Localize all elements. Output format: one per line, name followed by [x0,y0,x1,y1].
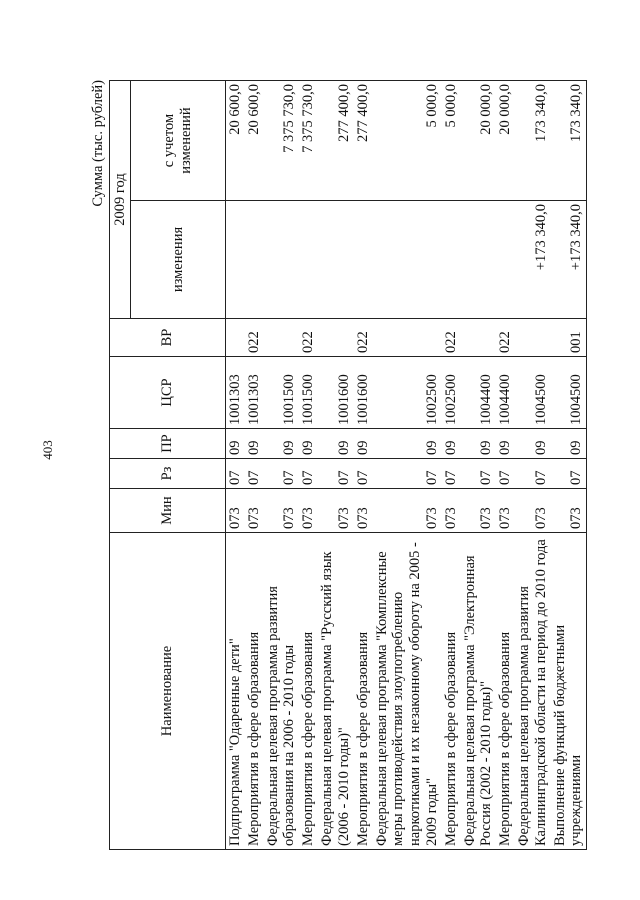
table-row [551,81,587,850]
row-changes: +173 340,0 [551,201,587,319]
row-total: 20 600,0 [226,81,245,201]
row-min: 073 [442,489,461,533]
row-pr: 09 [264,429,300,459]
row-name: Мероприятия в сфере образования [299,533,318,850]
row-rz: 07 [461,459,497,489]
row-changes [442,201,461,319]
row-changes [226,201,245,319]
row-rz: 07 [442,459,461,489]
header-with-changes: с учетом изменений [131,81,226,201]
row-csr: 1004500 [551,357,587,429]
row-vr [318,319,354,357]
table-row [226,81,245,850]
row-vr: 022 [245,319,264,357]
row-vr: 022 [442,319,461,357]
row-pr: 09 [226,429,245,459]
table-row [245,81,264,850]
row-vr [264,319,300,357]
row-changes [373,201,442,319]
row-changes [264,201,300,319]
table-body [226,81,587,850]
header-vr: ВР [110,319,226,357]
row-total: 20 000,0 [496,81,515,201]
rotated-table-area [87,80,597,850]
row-pr: 09 [299,429,318,459]
table-row [515,81,551,850]
row-pr: 09 [496,429,515,459]
row-total: 5 000,0 [442,81,461,201]
row-min: 073 [496,489,515,533]
row-csr: 1004500 [515,357,551,429]
table-row [373,81,442,850]
table-row [264,81,300,850]
row-name: Мероприятия в сфере образования [442,533,461,850]
row-changes: +173 340,0 [515,201,551,319]
row-pr: 09 [515,429,551,459]
row-vr [226,319,245,357]
header-rz: Рз [110,459,226,489]
row-csr: 1001303 [226,357,245,429]
row-name: Выполнение функций бюджетными учреждениями [551,533,587,850]
row-changes [496,201,515,319]
table-row [442,81,461,850]
row-changes [354,201,373,319]
row-total: 277 400,0 [318,81,354,201]
row-rz: 07 [245,459,264,489]
row-min: 073 [245,489,264,533]
row-pr: 09 [318,429,354,459]
row-min: 073 [373,489,442,533]
row-csr: 1001500 [299,357,318,429]
row-name: Мероприятия в сфере образования [354,533,373,850]
row-rz: 07 [515,459,551,489]
row-name: Федеральная целевая программа развития Калининградской области на период до 2010 года [515,533,551,850]
row-pr: 09 [245,429,264,459]
row-rz: 07 [299,459,318,489]
row-vr [461,319,497,357]
row-name: Федеральная целевая программа развития образования на 2006 - 2010 годы [264,533,300,850]
row-rz: 07 [551,459,587,489]
header-name: Наименование [110,533,226,850]
table-row [318,81,354,850]
page-number: 403 [40,440,55,460]
row-name: Федеральная целевая программа "Электронная Россия (2002 - 2010 годы)" [461,533,497,850]
table-row [354,81,373,850]
row-name: Федеральная целевая программа "Комплексные меры противодействия злоупотреблению наркотиками и их незаконному обороту на 2005 - 2009 годы" [373,533,442,850]
row-pr: 09 [373,429,442,459]
row-min: 073 [264,489,300,533]
row-rz: 07 [318,459,354,489]
row-vr: 022 [299,319,318,357]
units-caption: Сумма (тыс. рублей) [90,80,106,207]
row-csr: 1004400 [496,357,515,429]
row-total: 7 375 730,0 [264,81,300,201]
row-rz: 07 [354,459,373,489]
row-min: 073 [299,489,318,533]
row-total: 277 400,0 [354,81,373,201]
table-row [496,81,515,850]
table-header [110,81,226,850]
header-year: 2009 год [110,81,131,319]
row-total: 20 000,0 [461,81,497,201]
row-rz: 07 [264,459,300,489]
row-changes [461,201,497,319]
row-csr: 1001303 [245,357,264,429]
row-vr: 001 [551,319,587,357]
row-vr: 022 [354,319,373,357]
row-min: 073 [354,489,373,533]
row-total: 7 375 730,0 [299,81,318,201]
header-pr: ПР [110,429,226,459]
table-row [299,81,318,850]
row-changes [318,201,354,319]
row-vr: 022 [496,319,515,357]
row-total: 20 600,0 [245,81,264,201]
row-name: Федеральная целевая программа "Русский язык (2006 - 2010 годы)" [318,533,354,850]
row-pr: 09 [461,429,497,459]
row-csr: 1001500 [264,357,300,429]
row-rz: 07 [496,459,515,489]
row-total: 173 340,0 [551,81,587,201]
row-changes [245,201,264,319]
row-min: 073 [551,489,587,533]
row-csr: 1002500 [442,357,461,429]
row-name: Мероприятия в сфере образования [496,533,515,850]
row-rz: 07 [226,459,245,489]
row-changes [299,201,318,319]
row-pr: 09 [551,429,587,459]
row-vr [373,319,442,357]
row-csr: 1002500 [373,357,442,429]
table-row [461,81,497,850]
row-csr: 1001600 [318,357,354,429]
row-rz: 07 [373,459,442,489]
row-min: 073 [226,489,245,533]
row-name: Мероприятия в сфере образования [245,533,264,850]
row-pr: 09 [354,429,373,459]
row-name: Подпрограмма "Одаренные дети" [226,533,245,850]
header-min: Мин [110,489,226,533]
row-min: 073 [318,489,354,533]
header-csr: ЦСР [110,357,226,429]
row-total: 173 340,0 [515,81,551,201]
row-csr: 1001600 [354,357,373,429]
row-csr: 1004400 [461,357,497,429]
row-total: 5 000,0 [373,81,442,201]
row-vr [515,319,551,357]
header-changes: изменения [131,201,226,319]
row-pr: 09 [442,429,461,459]
row-min: 073 [515,489,551,533]
row-min: 073 [461,489,497,533]
budget-table [109,80,587,850]
